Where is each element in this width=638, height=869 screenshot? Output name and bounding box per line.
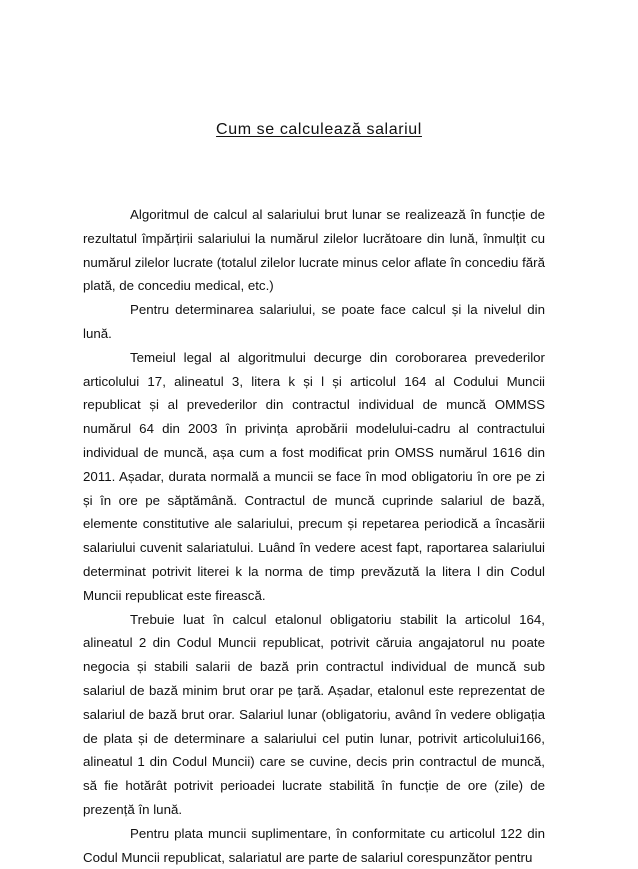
paragraph: Algoritmul de calcul al salariului brut lunar se realizează în funcție de rezultatul împărțirii salariului la numărul zilelor lucrătoare din lună, înmulțit cu numărul zilelor lucrate (totalul zilelor lucrate minus celor aflate în concediu fără plată, de concediu medical, etc.) [83, 207, 545, 294]
document-title: Cum se calculează salariul [216, 121, 422, 138]
paragraph: Pentru determinarea salariului, se poate face calcul și la nivelul din lună. [83, 302, 545, 341]
paragraph: Temeiul legal al algoritmului decurge din coroborarea prevederilor articolului 17, alineatul 3, litera k și l și articolul 164 al Codului Muncii republicat și al prevederilor din contractul individual de muncă OMMSS numărul 64 din 2003 în privința aprobării modelului-cadru al contractului individual de muncă, așa cum a fost modificat prin OMSS numărul 1616 din 2011. Așadar, durata normală a muncii se face în mod obligatoriu în ore pe zi și în ore pe săptămână. Contractul de muncă cuprinde salariul de bază, elemente constitutive ale salariului, precum și repetarea periodică a încasării salariului cuvenit salariatului. Luând în vedere acest fapt, raportarea salariului determinat potrivit literei k la norma de timp prevăzută la litera l din Codul Muncii republicat este firească. [83, 349, 545, 603]
paragraph: Pentru plata muncii suplimentare, în conformitate cu articolul 122 din Codul Muncii republicat, salariatul are parte de salariul corespunzător pentru [83, 825, 545, 865]
document-body [83, 203, 545, 869]
paragraph: Trebuie luat în calcul etalonul obligatoriu stabilit la articolul 164, alineatul 2 din Codul Muncii republicat, potrivit căruia angajatorul nu poate negocia și stabili salarii de bază prin contractul individual de muncă sub salariul de bază minim brut orar pe țară. Așadar, etalonul este reprezentat de salariul de bază brut orar. Salariul lunar (obligatoriu, având în vedere obligația de plata și de determinare a salariului cel putin lunar, potrivit articolului166, alineatul 1 din Codul Muncii) care se cuvine, decis prin contractul de muncă, să fie hotărât potrivit perioadei lucrate stabilită în funcție de ore (zile) de prezență în lună. [83, 611, 545, 817]
